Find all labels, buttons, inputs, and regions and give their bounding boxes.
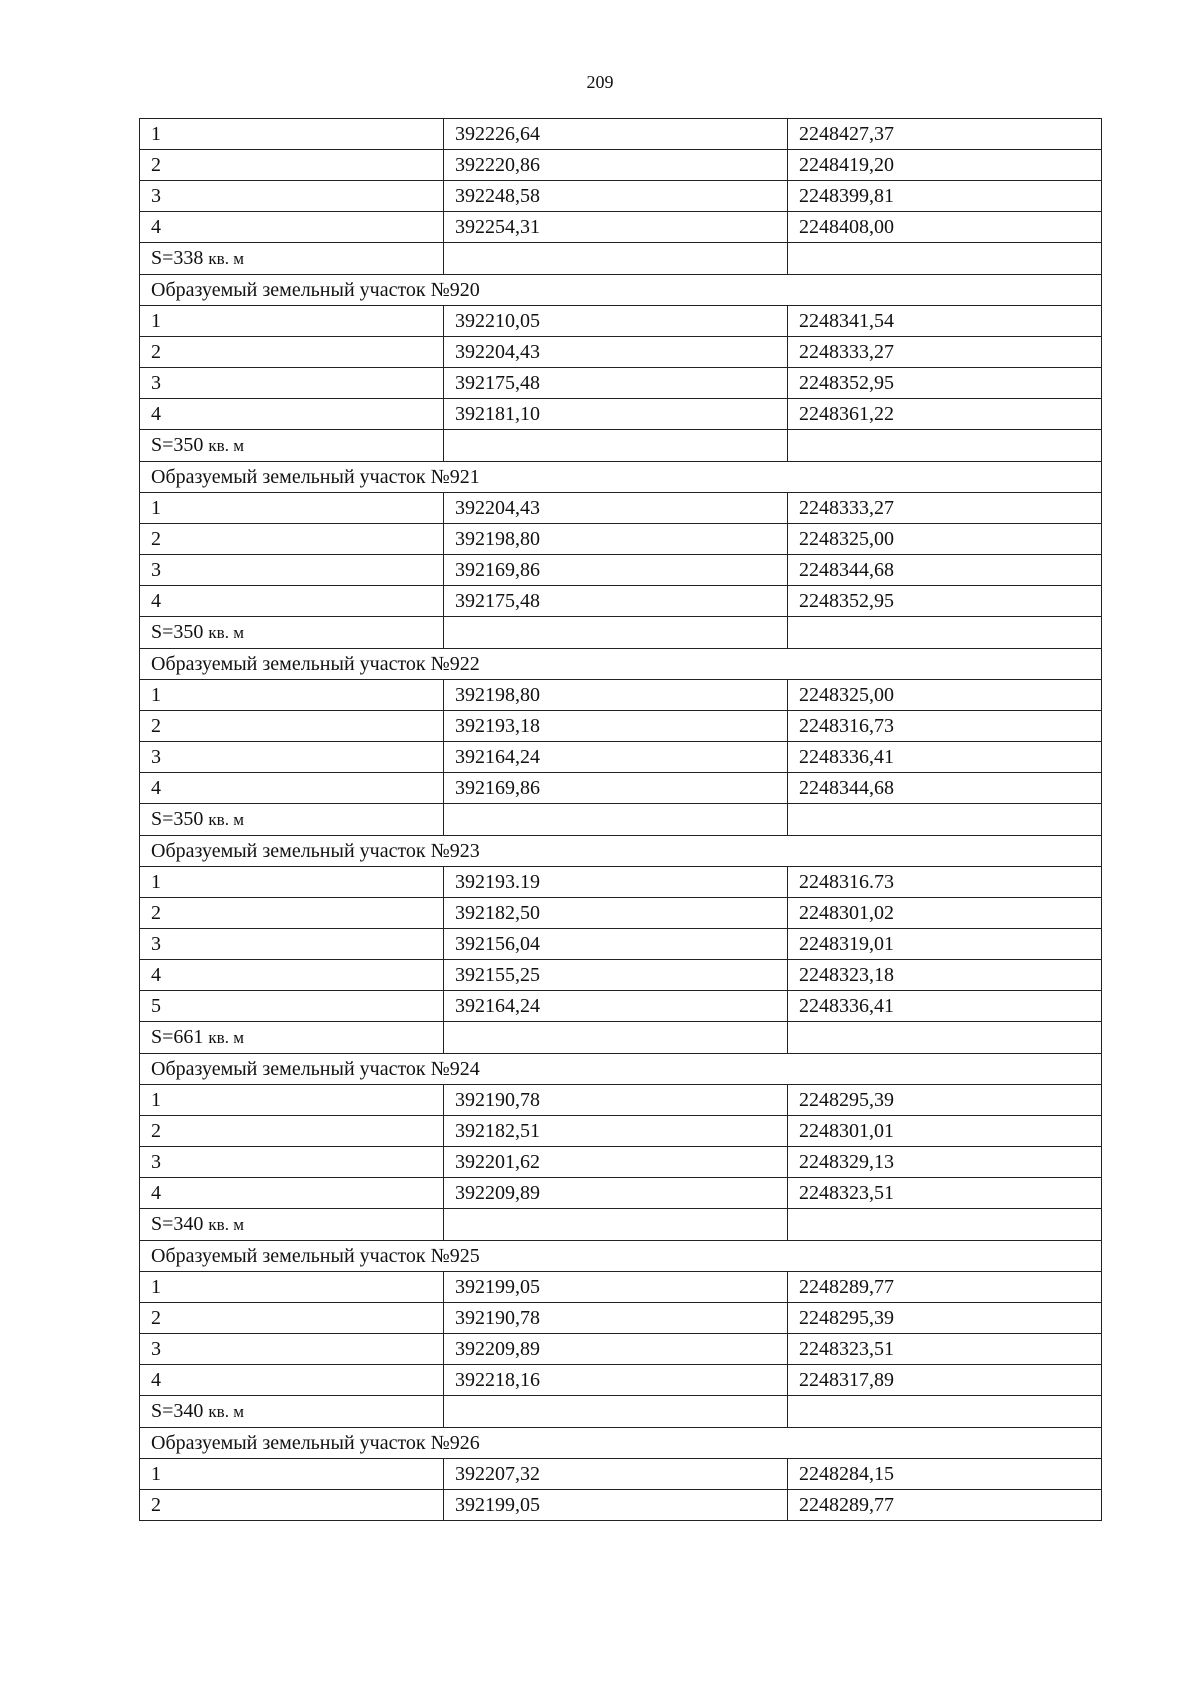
area-unit: кв. м [208,1402,244,1421]
point-number: 4 [140,960,444,991]
empty-cell [444,243,788,275]
area-unit: кв. м [208,1215,244,1234]
area-row [140,804,1102,836]
area-cell [140,804,444,836]
y-coordinate: 2248344,68 [788,555,1102,586]
point-number: 3 [140,929,444,960]
area-row [140,1209,1102,1241]
area-value: S=350 [151,621,204,643]
x-coordinate: 392169,86 [444,773,788,804]
x-coordinate: 392175,48 [444,368,788,399]
y-coordinate: 2248361,22 [788,399,1102,430]
y-coordinate: 2248319,01 [788,929,1102,960]
y-coordinate: 2248352,95 [788,586,1102,617]
point-number: 1 [140,1459,444,1490]
point-number: 2 [140,898,444,929]
y-coordinate: 2248301,01 [788,1116,1102,1147]
point-row [140,181,1102,212]
area-cell [140,1396,444,1428]
area-unit: кв. м [208,249,244,268]
point-number: 3 [140,742,444,773]
x-coordinate: 392164,24 [444,742,788,773]
x-coordinate: 392175,48 [444,586,788,617]
empty-cell [788,1396,1102,1428]
y-coordinate: 2248323,51 [788,1334,1102,1365]
point-number: 3 [140,1334,444,1365]
point-number: 1 [140,680,444,711]
x-coordinate: 392248,58 [444,181,788,212]
point-row [140,586,1102,617]
x-coordinate: 392201,62 [444,1147,788,1178]
area-unit: кв. м [208,1028,244,1047]
area-value: S=340 [151,1213,204,1235]
point-row [140,1178,1102,1209]
point-row [140,1085,1102,1116]
x-coordinate: 392204,43 [444,493,788,524]
point-number: 4 [140,399,444,430]
parcel-heading-row [140,1428,1102,1459]
x-coordinate: 392199,05 [444,1272,788,1303]
y-coordinate: 2248329,13 [788,1147,1102,1178]
y-coordinate: 2248352,95 [788,368,1102,399]
y-coordinate: 2248301,02 [788,898,1102,929]
area-unit: кв. м [208,623,244,642]
point-number: 1 [140,1272,444,1303]
empty-cell [444,804,788,836]
point-row [140,742,1102,773]
y-coordinate: 2248289,77 [788,1272,1102,1303]
area-row [140,617,1102,649]
area-value: S=338 [151,247,204,269]
y-coordinate: 2248427,37 [788,119,1102,150]
y-coordinate: 2248295,39 [788,1303,1102,1334]
x-coordinate: 392204,43 [444,337,788,368]
parcel-heading-row [140,1054,1102,1085]
area-cell [140,1022,444,1054]
area-row [140,430,1102,462]
coordinates-table [139,118,1102,1521]
x-coordinate: 392164,24 [444,991,788,1022]
point-number: 1 [140,1085,444,1116]
point-row [140,119,1102,150]
parcel-heading: Образуемый земельный участок №920 [140,275,1102,306]
point-row [140,493,1102,524]
empty-cell [788,243,1102,275]
parcel-heading: Образуемый земельный участок №926 [140,1428,1102,1459]
point-row [140,1365,1102,1396]
page-number: 209 [586,72,614,92]
empty-cell [788,1022,1102,1054]
parcel-heading-row [140,836,1102,867]
parcel-heading-row [140,462,1102,493]
parcel-heading-row [140,275,1102,306]
empty-cell [444,430,788,462]
empty-cell [788,430,1102,462]
empty-cell [444,1396,788,1428]
area-row [140,1022,1102,1054]
x-coordinate: 392156,04 [444,929,788,960]
point-row [140,150,1102,181]
x-coordinate: 392199,05 [444,1490,788,1521]
area-cell [140,243,444,275]
y-coordinate: 2248341,54 [788,306,1102,337]
y-coordinate: 2248323,51 [788,1178,1102,1209]
point-row [140,711,1102,742]
point-number: 3 [140,368,444,399]
x-coordinate: 392220,86 [444,150,788,181]
y-coordinate: 2248316,73 [788,711,1102,742]
point-row [140,929,1102,960]
x-coordinate: 392193,18 [444,711,788,742]
y-coordinate: 2248333,27 [788,493,1102,524]
area-value: S=350 [151,434,204,456]
area-unit: кв. м [208,436,244,455]
y-coordinate: 2248284,15 [788,1459,1102,1490]
point-number: 2 [140,1303,444,1334]
area-unit: кв. м [208,810,244,829]
y-coordinate: 2248325,00 [788,680,1102,711]
point-number: 2 [140,1490,444,1521]
y-coordinate: 2248325,00 [788,524,1102,555]
x-coordinate: 392198,80 [444,524,788,555]
point-row [140,991,1102,1022]
y-coordinate: 2248408,00 [788,212,1102,243]
parcel-heading-row [140,1241,1102,1272]
empty-cell [788,1209,1102,1241]
point-row [140,960,1102,991]
point-number: 2 [140,524,444,555]
coordinates-table-body [140,119,1102,1521]
y-coordinate: 2248336,41 [788,742,1102,773]
x-coordinate: 392254,31 [444,212,788,243]
y-coordinate: 2248344,68 [788,773,1102,804]
y-coordinate: 2248295,39 [788,1085,1102,1116]
point-number: 4 [140,212,444,243]
point-row [140,1490,1102,1521]
x-coordinate: 392210,05 [444,306,788,337]
x-coordinate: 392181,10 [444,399,788,430]
parcel-heading: Образуемый земельный участок №925 [140,1241,1102,1272]
point-row [140,306,1102,337]
parcel-heading: Образуемый земельный участок №923 [140,836,1102,867]
point-number: 3 [140,181,444,212]
point-row [140,212,1102,243]
point-row [140,1116,1102,1147]
empty-cell [788,617,1102,649]
y-coordinate: 2248333,27 [788,337,1102,368]
point-row [140,773,1102,804]
point-row [140,1334,1102,1365]
point-number: 1 [140,119,444,150]
point-row [140,680,1102,711]
empty-cell [788,804,1102,836]
x-coordinate: 392190,78 [444,1085,788,1116]
point-row [140,399,1102,430]
point-row [140,1303,1102,1334]
area-row [140,243,1102,275]
x-coordinate: 392182,50 [444,898,788,929]
point-number: 4 [140,773,444,804]
y-coordinate: 2248289,77 [788,1490,1102,1521]
y-coordinate: 2248323,18 [788,960,1102,991]
parcel-heading-row [140,649,1102,680]
point-number: 4 [140,1365,444,1396]
point-row [140,1272,1102,1303]
x-coordinate: 392209,89 [444,1178,788,1209]
point-number: 2 [140,150,444,181]
parcel-heading: Образуемый земельный участок №922 [140,649,1102,680]
empty-cell [444,1022,788,1054]
x-coordinate: 392190,78 [444,1303,788,1334]
x-coordinate: 392169,86 [444,555,788,586]
x-coordinate: 392207,32 [444,1459,788,1490]
point-row [140,1459,1102,1490]
point-number: 1 [140,867,444,898]
point-number: 4 [140,586,444,617]
area-value: S=661 [151,1026,204,1048]
point-number: 2 [140,1116,444,1147]
x-coordinate: 392155,25 [444,960,788,991]
y-coordinate: 2248317,89 [788,1365,1102,1396]
point-row [140,337,1102,368]
y-coordinate: 2248316.73 [788,867,1102,898]
point-number: 1 [140,306,444,337]
point-row [140,555,1102,586]
parcel-heading: Образуемый земельный участок №921 [140,462,1102,493]
point-number: 3 [140,555,444,586]
area-row [140,1396,1102,1428]
y-coordinate: 2248336,41 [788,991,1102,1022]
area-cell [140,430,444,462]
x-coordinate: 392226,64 [444,119,788,150]
point-number: 3 [140,1147,444,1178]
area-cell [140,617,444,649]
point-number: 5 [140,991,444,1022]
y-coordinate: 2248399,81 [788,181,1102,212]
point-row [140,1147,1102,1178]
area-cell [140,1209,444,1241]
empty-cell [444,1209,788,1241]
y-coordinate: 2248419,20 [788,150,1102,181]
x-coordinate: 392193.19 [444,867,788,898]
point-number: 2 [140,711,444,742]
point-row [140,898,1102,929]
point-row [140,867,1102,898]
point-row [140,524,1102,555]
point-number: 4 [140,1178,444,1209]
point-number: 2 [140,337,444,368]
area-value: S=350 [151,808,204,830]
x-coordinate: 392218,16 [444,1365,788,1396]
area-value: S=340 [151,1400,204,1422]
x-coordinate: 392209,89 [444,1334,788,1365]
x-coordinate: 392198,80 [444,680,788,711]
point-row [140,368,1102,399]
point-number: 1 [140,493,444,524]
x-coordinate: 392182,51 [444,1116,788,1147]
empty-cell [444,617,788,649]
parcel-heading: Образуемый земельный участок №924 [140,1054,1102,1085]
